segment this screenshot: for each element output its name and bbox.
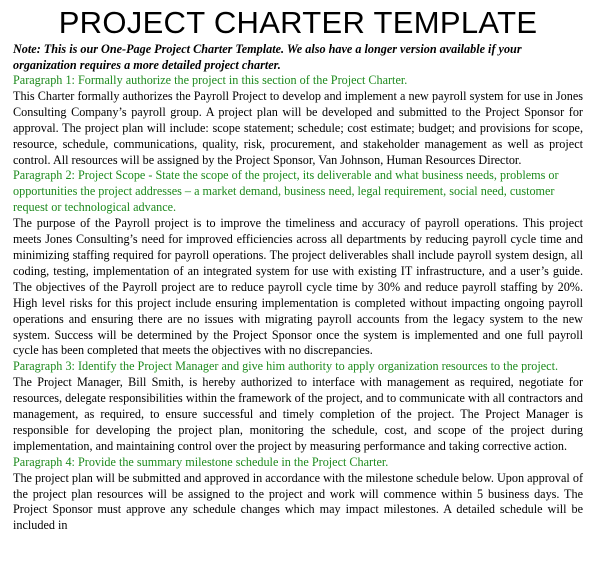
section-body: This Charter formally authorizes the Payroll Project to develop and implement a new payroll system for use in Jones Consulting Company’s payroll group. A project plan will be developed and submitted to the Project Sponsor for approval. The project plan will include: scope statement; schedule; cost estimate; budget; and provisions for scope, resource, schedule, communications, quality, risk, procurement, and stakeholder management as well as project control. All resources will be assigned by the Project Sponsor, Van Johnson, Human Resources Director. (13, 88, 583, 167)
section-heading: Paragraph 1: Formally authorize the project in this section of the Project Charter. (13, 73, 408, 87)
charter-section-1 (13, 73, 583, 168)
charter-section-2 (13, 168, 583, 359)
section-body: The Project Manager, Bill Smith, is hereby authorized to interface with management as required, negotiate for resources, delegate responsibilities within the framework of the project, and to communicate with all contractors and management, as required, to ensure successful and timely completion of the project. The Project Manager is responsible for developing the project plan, monitoring the schedule, cost, and scope of the project during implementation, and maintaining control over the project by measuring performance and taking corrective action. (13, 375, 583, 453)
charter-section-4 (13, 455, 583, 535)
charter-section-3 (13, 359, 583, 454)
section-heading: Paragraph 3: Identify the Project Manager and give him authority to apply organization resources to the project. (13, 359, 558, 374)
section-heading: Paragraph 4: Provide the summary milestone schedule in the Project Charter. (13, 454, 389, 469)
section-body: The project plan will be submitted and approved in accordance with the milestone schedule below. Upon approval of the project plan resources will be assigned to the project and work will commence within 5 business days. The Project Sponsor must approve any schedule changes which may impact milestones. A detailed schedule will be included in (13, 470, 583, 533)
section-heading: Paragraph 2: Project Scope - State the scope of the project, its deliverable and what business needs, problems or opportunities the project addresses – a market demand, business need, legal requirement, social need, customer request or technological advance. (13, 168, 559, 215)
template-note: Note: This is our One-Page Project Charter Template. We also have a longer version available if your organization requires a more detailed project charter. (13, 42, 522, 72)
page-title: PROJECT CHARTER TEMPLATE (58, 5, 538, 40)
section-body: The purpose of the Payroll project is to improve the timeliness and accuracy of payroll operations. This project meets Jones Consulting’s need for improved efficiencies across all departments by reducing payroll cycle time and minimizing staffing required for payroll operations. The project deliverables shall include payroll system design, all coding, testing, implementation of an integrated system for use with existing IT infrastructure, and a user’s guide. The objectives of the Payroll project are to reduce payroll cycle time by 30% and reduce payroll staffing by 20%. High level risks for this project include ensuring implementation is completed without impacting ongoing payroll operations and ensuring there are no issues with migrating payroll accounts from the legacy system to the new system. Success will be determined by the Project Sponsor once the system is implemented and one full payroll cycle has been completed that meets the objectives with no discrepancies. (13, 216, 583, 358)
